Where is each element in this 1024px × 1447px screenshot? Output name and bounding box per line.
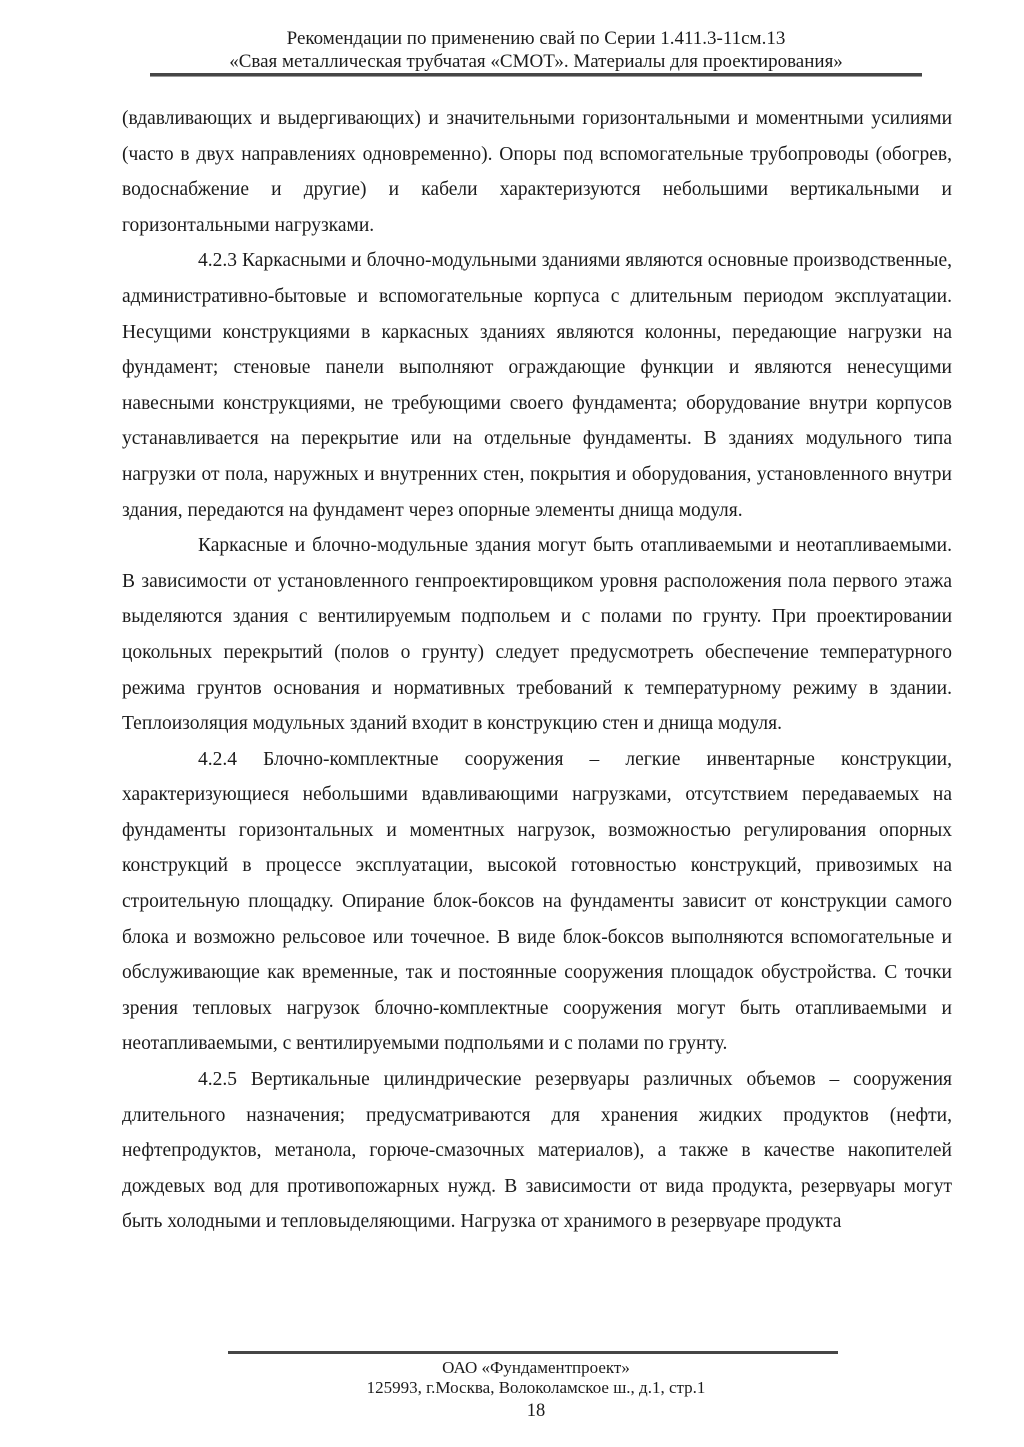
page-number: 18 xyxy=(526,1401,546,1421)
header-rule xyxy=(150,73,922,77)
page-header xyxy=(136,27,936,73)
page-footer xyxy=(122,1358,950,1397)
paragraph-frame-modular-heating: Каркасные и блочно-модульные здания могут быть отапливаемыми и неотапливаемыми. В зависимости от установленного генпроектировщиком уровня расположения пола первого этажа выделяются здания с вентилируемым подпольем и с полами по грунту. При проектировании цокольных перекрытий (полов о грунту) следует предусмотреть обеспечение температурного режима грунтов основания и нормативных требований к температурному режиму в здании. Теплоизоляция модульных зданий входит в конструкцию стен и днища модуля. xyxy=(122,535,952,735)
paragraph-4-2-4: 4.2.4 Блочно-комплектные сооружения – легкие инвентарные конструкции, характеризующиеся небольшими вдавливающими нагрузками, отсутствием передаваемых на фундаменты горизонтальных и моментных нагрузок, возможностью регулирования опорных конструкций в процессе эксплуатации, высокой готовностью конструкций, привозимых на строительную площадку. Опирание блок-боксов на фундаменты зависит от конструкции самого блока и возможно рельсовое или точечное. В виде блок-боксов выполняются вспомогательные и обслуживающие как временные, так и постоянные сооружения площадок обустройства. С точки зрения тепловых нагрузок блочно-комплектные сооружения могут быть отапливаемыми и неотапливаемыми, с вентилируемыми подпольями и с полами по грунту. xyxy=(122,748,952,1055)
footer-company: ОАО «Фундаментпроект» xyxy=(442,1358,630,1377)
footer-address: 125993, г.Москва, Волоколамское ш., д.1, стр.1 xyxy=(366,1377,706,1397)
paragraph-4-2-3: 4.2.3 Каркасными и блочно-модульными зданиями являются основные производственные, административно-бытовые и вспомогательные корпуса с длительным периодом эксплуатации. Несущими конструкциями в каркасных зданиях являются колонны, передающие нагрузки на фундамент; стеновые панели выполняют ограждающие функции и являются ненесущими навесными конструкциями, не требующими своего фундамента; оборудование внутри корпусов устанавливается на перекрытие или на отдельные фундаменты. В зданиях модульного типа нагрузки от пола, наружных и внутренних стен, покрытия и оборудования, установленного внутри здания, передаются на фундамент через опорные элементы днища модуля. xyxy=(122,250,952,521)
paragraph-4-2-5: 4.2.5 Вертикальные цилиндрические резервуары различных объемов – сооружения длительного назначения; предусматриваются для хранения жидких продуктов (нефти, нефтепродуктов, метанола, горюче-смазочных материалов), а также в качестве накопителей дождевых вод для противопожарных нужд. В зависимости от вида продукта, резервуары могут быть холодными и тепловыделяющими. Нагрузка от хранимого в резервуаре продукта xyxy=(122,1069,952,1233)
footer-rule xyxy=(228,1351,838,1354)
paragraph-continuation: (вдавливающих и выдергивающих) и значительными горизонтальными и моментными усилиями (часто в двух направлениях одновременно). Опоры под вспомогательные трубопроводы (обогрев, водоснабжение и другие) и кабели характеризуются небольшими вертикальными и горизонтальными нагрузками. xyxy=(122,108,952,236)
document-body xyxy=(122,101,952,1240)
header-title-line2: «Свая металлическая трубчатая «СМОТ». Материалы для проектирования» xyxy=(229,51,843,72)
header-title-line1: Рекомендации по применению свай по Серии 1.411.3-11см.13 xyxy=(286,28,786,49)
